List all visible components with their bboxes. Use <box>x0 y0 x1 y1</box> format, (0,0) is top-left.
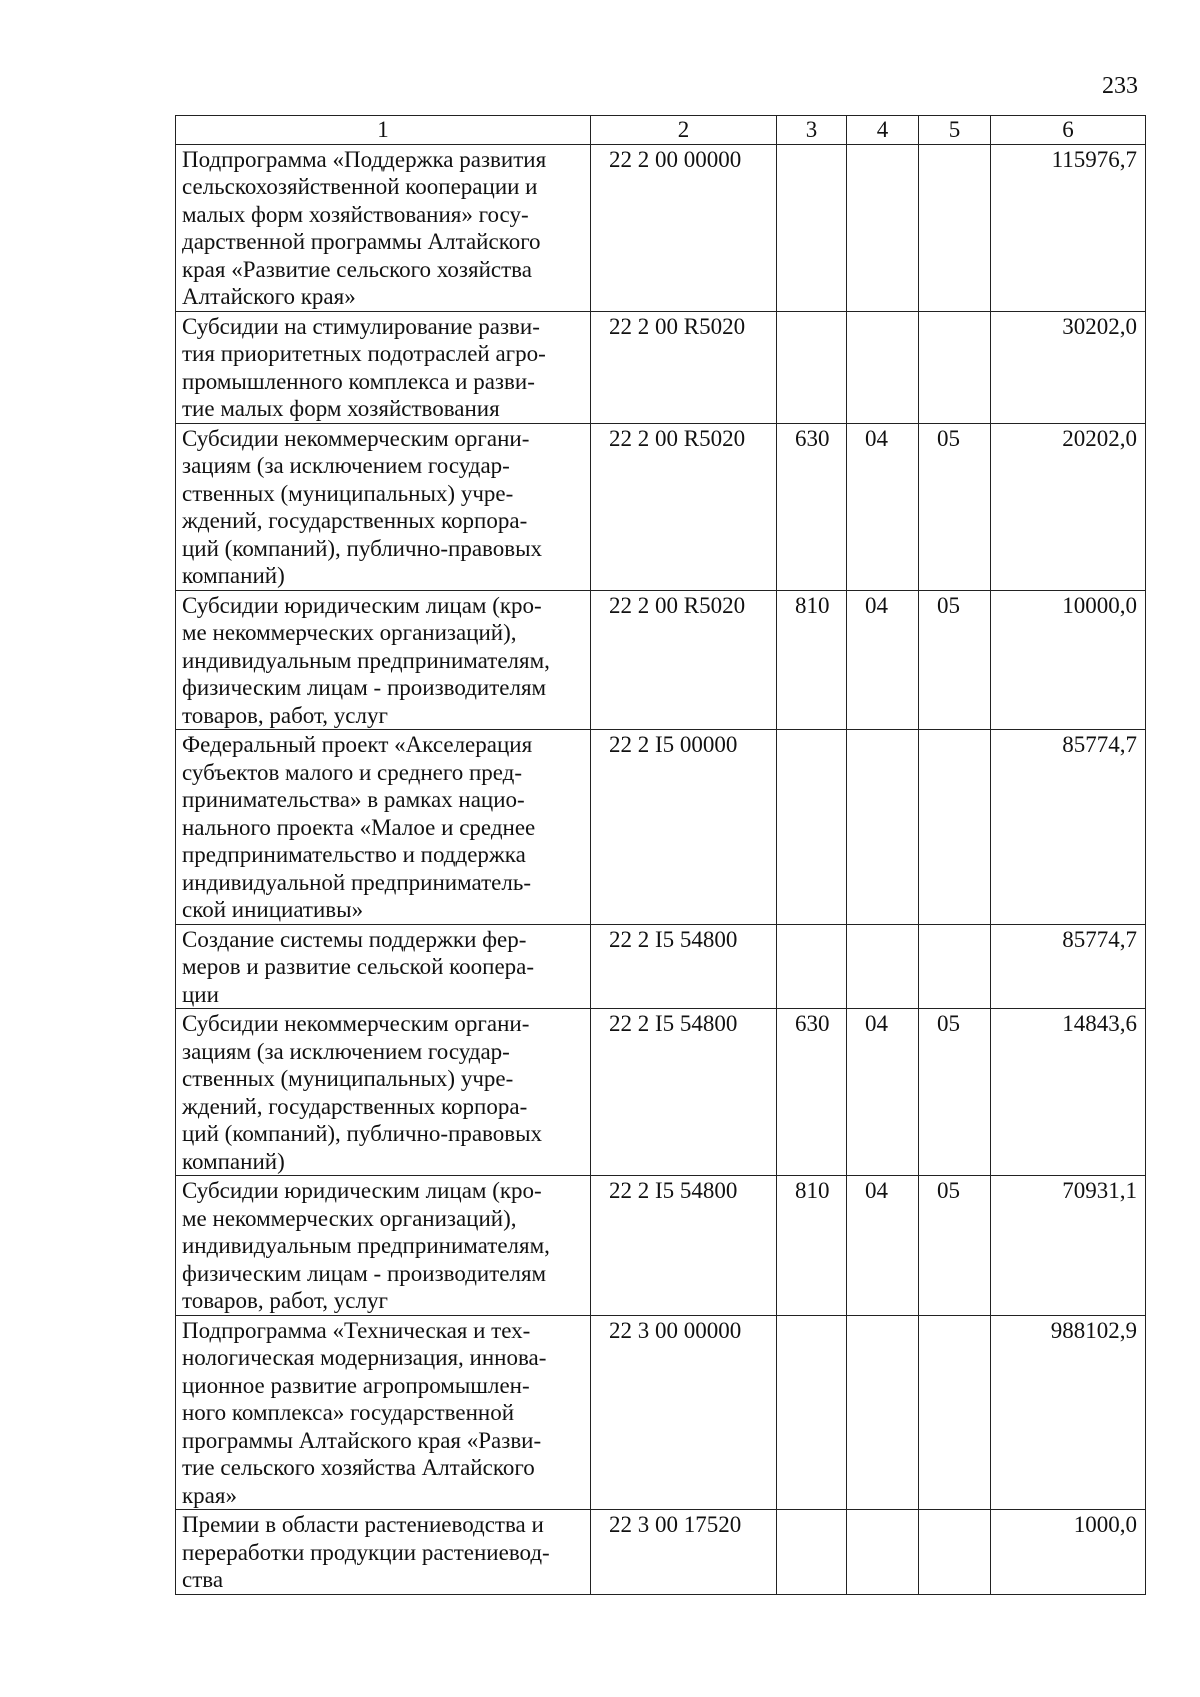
column-5-cell: 05 <box>919 1176 991 1316</box>
row-name-line: ждений, государственных корпора- <box>182 508 528 533</box>
row-name-cell <box>176 590 591 730</box>
column-header-1: 1 <box>176 116 591 145</box>
row-name-line: переработки продукции растениевод- <box>182 1539 550 1565</box>
budget-table <box>175 115 1146 1595</box>
row-name-line: меров и развитие сельской коопера- <box>182 954 535 979</box>
table-row <box>176 311 1146 423</box>
sum-cell: 10000,0 <box>991 590 1146 730</box>
column-3-cell: 810 <box>777 590 847 730</box>
column-3-cell: 630 <box>777 423 847 590</box>
row-name-line: ждений, государственных корпора- <box>182 1093 528 1119</box>
row-name-line: индивидуальной предприниматель- <box>182 869 531 895</box>
column-5-cell <box>919 1510 991 1595</box>
row-name-line: сельскохозяйственной кооперации и <box>182 174 538 199</box>
column-4-cell: 04 <box>847 423 919 590</box>
sum-cell: 20202,0 <box>991 423 1146 590</box>
row-name-cell <box>176 1315 591 1510</box>
column-5-cell <box>919 730 991 925</box>
column-header-3: 3 <box>777 116 847 145</box>
column-3-cell: 630 <box>777 1009 847 1176</box>
table-row <box>176 1009 1146 1176</box>
code-cell: 22 2 I5 54800 <box>591 1009 777 1176</box>
column-header-2: 2 <box>591 116 777 145</box>
column-3-cell <box>777 311 847 423</box>
code-cell: 22 3 00 17520 <box>591 1510 777 1595</box>
code-cell: 22 3 00 00000 <box>591 1315 777 1510</box>
row-name-line: товаров, работ, услуг <box>182 1288 388 1313</box>
column-3-cell <box>777 1510 847 1595</box>
row-name-line: тие малых форм хозяйствования <box>182 396 500 421</box>
column-4-cell <box>847 311 919 423</box>
row-name-line: субъектов малого и среднего пред- <box>182 759 523 785</box>
sum-cell: 30202,0 <box>991 311 1146 423</box>
row-name-line: ного комплекса» государственной <box>182 1400 515 1425</box>
row-name-cell <box>176 1176 591 1316</box>
column-4-cell: 04 <box>847 590 919 730</box>
column-5-cell <box>919 311 991 423</box>
row-name-line: промышленного комплекса и разви- <box>182 368 535 394</box>
table-row <box>176 1315 1146 1510</box>
column-header-5: 5 <box>919 116 991 145</box>
code-cell: 22 2 00 R5020 <box>591 590 777 730</box>
row-name-line: Субсидии на стимулирование разви- <box>182 313 540 339</box>
column-4-cell: 04 <box>847 1009 919 1176</box>
row-name-line: Премии в области растениеводства и <box>182 1512 544 1537</box>
column-3-cell <box>777 730 847 925</box>
row-name-line: физическим лицам - производителям <box>182 1260 547 1286</box>
sum-cell: 14843,6 <box>991 1009 1146 1176</box>
row-name-line: ственных (муниципальных) учре- <box>182 480 514 506</box>
column-3-cell <box>777 1315 847 1510</box>
row-name-line: компаний) <box>182 563 285 588</box>
row-name-line: тие сельского хозяйства Алтайского <box>182 1455 535 1480</box>
table-row <box>176 144 1146 311</box>
row-name-cell <box>176 730 591 925</box>
table-row <box>176 1176 1146 1316</box>
sum-cell: 85774,7 <box>991 730 1146 925</box>
column-5-cell <box>919 1315 991 1510</box>
row-name-line: Субсидии юридическим лицам (кро- <box>182 592 542 618</box>
column-5-cell <box>919 924 991 1009</box>
column-4-cell <box>847 1315 919 1510</box>
column-3-cell <box>777 144 847 311</box>
row-name-line: Алтайского края» <box>182 284 356 309</box>
sum-cell: 988102,9 <box>991 1315 1146 1510</box>
code-cell: 22 2 00 R5020 <box>591 423 777 590</box>
row-name-cell <box>176 924 591 1009</box>
column-5-cell <box>919 144 991 311</box>
page-number: 233 <box>1102 73 1138 99</box>
row-name-line: зациям (за исключением государ- <box>182 453 510 478</box>
row-name-line: принимательства» в рамках нацио- <box>182 787 525 812</box>
row-name-line: ций (компаний), публично-правовых <box>182 535 543 561</box>
table-row <box>176 590 1146 730</box>
row-name-line: малых форм хозяйствования» госу- <box>182 201 529 227</box>
table-row <box>176 1510 1146 1595</box>
row-name-line: Федеральный проект «Акселерация <box>182 732 533 757</box>
row-name-line: ций (компаний), публично-правовых <box>182 1121 543 1146</box>
column-3-cell: 810 <box>777 1176 847 1316</box>
column-header-6: 6 <box>991 116 1146 145</box>
table-row <box>176 423 1146 590</box>
sum-cell: 1000,0 <box>991 1510 1146 1595</box>
row-name-line: нологическая модернизация, иннова- <box>182 1345 547 1370</box>
row-name-line: ской инициативы» <box>182 897 364 922</box>
row-name-line: индивидуальным предпринимателям, <box>182 647 550 673</box>
code-cell: 22 2 00 00000 <box>591 144 777 311</box>
row-name-cell <box>176 144 591 311</box>
column-3-cell <box>777 924 847 1009</box>
sum-cell: 70931,1 <box>991 1176 1146 1316</box>
row-name-line: компаний) <box>182 1148 285 1174</box>
row-name-line: Субсидии некоммерческим органи- <box>182 425 530 451</box>
row-name-line: Субсидии юридическим лицам (кро- <box>182 1178 542 1203</box>
row-name-cell <box>176 1009 591 1176</box>
row-name-line: края» <box>182 1482 237 1508</box>
code-cell: 22 2 I5 54800 <box>591 1176 777 1316</box>
row-name-cell <box>176 311 591 423</box>
row-name-line: товаров, работ, услуг <box>182 702 388 728</box>
code-cell: 22 2 I5 00000 <box>591 730 777 925</box>
table-header-row <box>176 116 1146 145</box>
table-body <box>176 144 1146 1594</box>
row-name-line: дарственной программы Алтайского <box>182 229 541 254</box>
row-name-line: ме некоммерческих организаций), <box>182 1205 517 1231</box>
row-name-line: ме некоммерческих организаций), <box>182 620 517 645</box>
column-5-cell: 05 <box>919 423 991 590</box>
code-cell: 22 2 I5 54800 <box>591 924 777 1009</box>
row-name-cell <box>176 423 591 590</box>
row-name-line: физическим лицам - производителям <box>182 675 547 700</box>
row-name-line: программы Алтайского края «Разви- <box>182 1427 542 1453</box>
row-name-line: ства <box>182 1567 224 1592</box>
column-5-cell: 05 <box>919 590 991 730</box>
row-name-line: ционное развитие агропромышлен- <box>182 1372 530 1398</box>
sum-cell: 115976,7 <box>991 144 1146 311</box>
sum-cell: 85774,7 <box>991 924 1146 1009</box>
row-name-line: Субсидии некоммерческим органи- <box>182 1011 530 1036</box>
row-name-line: Создание системы поддержки фер- <box>182 926 527 952</box>
row-name-line: ственных (муниципальных) учре- <box>182 1066 514 1091</box>
row-name-line: зациям (за исключением государ- <box>182 1038 510 1064</box>
column-4-cell <box>847 144 919 311</box>
table-row <box>176 730 1146 925</box>
row-name-line: тия приоритетных подотраслей агро- <box>182 341 546 366</box>
row-name-line: предпринимательство и поддержка <box>182 842 526 867</box>
column-4-cell <box>847 1510 919 1595</box>
column-5-cell: 05 <box>919 1009 991 1176</box>
row-name-line: индивидуальным предпринимателям, <box>182 1233 550 1258</box>
row-name-cell <box>176 1510 591 1595</box>
code-cell: 22 2 00 R5020 <box>591 311 777 423</box>
row-name-line: Подпрограмма «Поддержка развития <box>182 146 547 172</box>
column-4-cell: 04 <box>847 1176 919 1316</box>
row-name-line: ции <box>182 981 219 1007</box>
table-row <box>176 924 1146 1009</box>
row-name-line: Подпрограмма «Техническая и тех- <box>182 1317 531 1343</box>
row-name-line: нального проекта «Малое и среднее <box>182 814 536 840</box>
column-4-cell <box>847 730 919 925</box>
row-name-line: края «Развитие сельского хозяйства <box>182 256 532 282</box>
column-header-4: 4 <box>847 116 919 145</box>
column-4-cell <box>847 924 919 1009</box>
